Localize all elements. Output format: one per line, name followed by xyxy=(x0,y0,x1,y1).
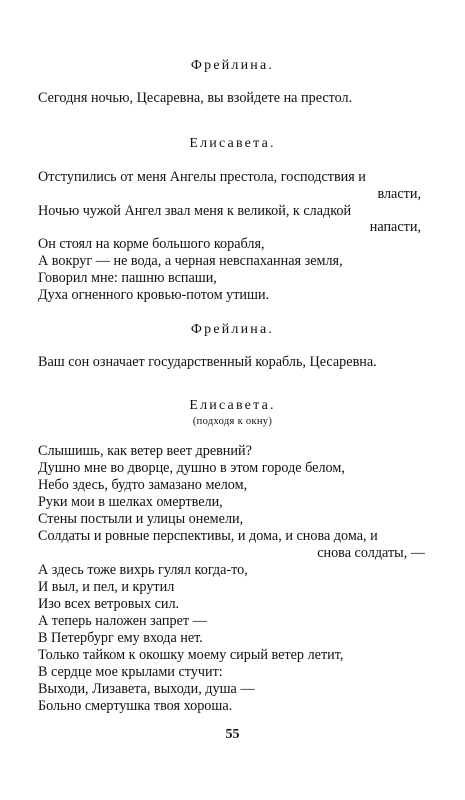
speaker-heading: Фрейлина. xyxy=(190,58,275,73)
speaker-heading: Елисавета. xyxy=(189,136,276,151)
text-line: Слышишь, как ветер веет древний? xyxy=(38,443,252,459)
text-line: Говорил мне: пашню вспаши, xyxy=(38,270,217,286)
text-line: Больно смертушка твоя хороша. xyxy=(38,698,233,714)
text-line-continuation: снова солдаты, — xyxy=(317,545,425,561)
text-line: Он стоял на корме большого корабля, xyxy=(38,236,265,252)
text-line: А здесь тоже вихрь гулял когда-то, xyxy=(38,562,248,578)
speaker-heading: Елисавета. xyxy=(189,398,276,413)
text-line: Ночью чужой Ангел звал меня к великой, к сладкой xyxy=(38,203,352,219)
text-line: Солдаты и ровные перспективы, и дома, и снова дома, и xyxy=(38,528,378,544)
text-line: А теперь наложен запрет — xyxy=(38,613,207,629)
text-line: Ваш сон означает государственный корабль, Цесаревна. xyxy=(38,354,377,370)
page-number: 55 xyxy=(225,727,240,742)
text-line: Выходи, Лизавета, выходи, душа — xyxy=(38,681,255,697)
text-line: Небо здесь, будто замазано мелом, xyxy=(38,477,248,493)
text-line-continuation: напасти, xyxy=(369,219,421,235)
text-line: Духа огненного кровью-потом утиши. xyxy=(38,287,270,303)
text-line-continuation: власти, xyxy=(377,186,421,202)
text-line: Руки мои в шелках омертвели, xyxy=(38,494,223,510)
text-line: Отступились от меня Ангелы престола, господствия и xyxy=(38,169,366,185)
text-line: Изо всех ветровых сил. xyxy=(38,596,180,612)
text-line: Душно мне во дворце, душно в этом городе белом, xyxy=(38,460,345,476)
stage-direction: (подходя к окну) xyxy=(192,416,273,427)
text-line: И выл, и пел, и крутил xyxy=(38,579,175,595)
text-line: Стены постыли и улицы онемели, xyxy=(38,511,244,527)
text-line: В сердце мое крылами стучит: xyxy=(38,664,223,680)
text-line: А вокруг — не вода, а черная невспаханная земля, xyxy=(38,253,343,269)
text-line: В Петербург ему входа нет. xyxy=(38,630,203,646)
text-line: Сегодня ночью, Цесаревна, вы взойдете на престол. xyxy=(38,90,353,106)
text-line: Только тайком к окошку моему сирый ветер летит, xyxy=(38,647,344,663)
speaker-heading: Фрейлина. xyxy=(190,322,275,337)
